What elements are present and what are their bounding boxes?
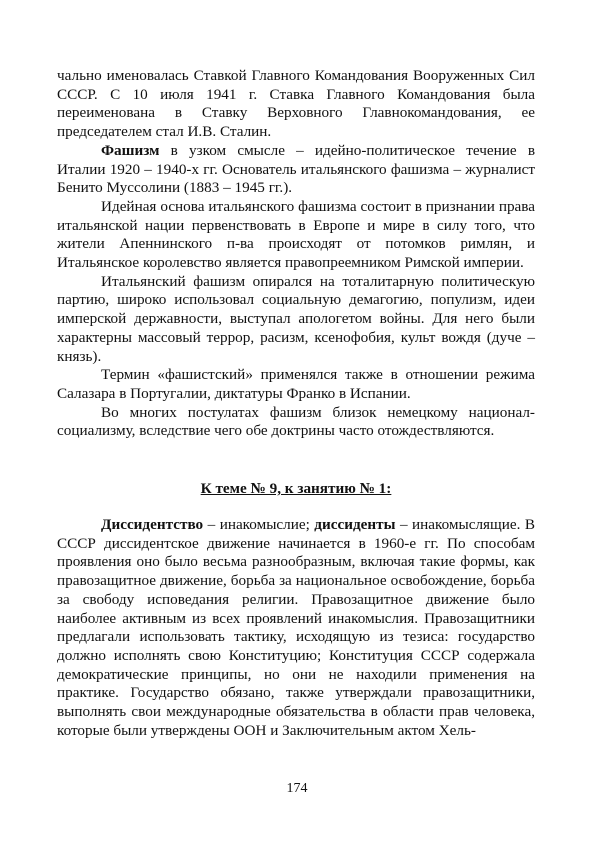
term-dissidents: диссиденты xyxy=(314,516,396,533)
fascism-definition-text: в узком смысле – идейно-политическое течение в Италии 1920 – 1940-х гг. Основатель итальянского фашизма – журналист Бенито Муссолини (1883 – 1945 гг.). xyxy=(57,141,535,197)
page-number: 174 xyxy=(286,781,308,796)
paragraph-dissidents xyxy=(57,516,535,740)
body-text-bottom xyxy=(57,516,535,740)
dissidents-description-text: – инакомыслящие. В СССР диссидентское движение начинается в 1960-е гг. По способам проявления оно было весьма разнообразным, включая такие формы, как правозащитное движение, борьба за национальное освобождение, борьба за свободу исповедания религии. Правозащитное движение было наиболее активным из всех проявлений инакомыслия. Правозащитники предлагали использовать тактику, исходящую из тезиса: государство должно исполнять свою Конституцию; Конституция СССР содержала демократические принципы, но они не находили применения на практике. Государство обязано, также утверждали правозащитники, выполнять свои международные обязательства в области прав человека, которые были утверждены ООН и Заключительным актом Хель- xyxy=(57,516,535,739)
section-heading: К теме № 9, к занятию № 1: xyxy=(200,480,392,497)
paragraph-term-usage: Термин «фашистский» применялся также в отношении режима Салазара в Португалии, диктатуры Франко в Испании. xyxy=(57,366,535,402)
paragraph-national-socialism: Во многих постулатах фашизм близок немецкому национал-социализму, вследствие чего обе доктрины часто отождествляются. xyxy=(57,403,535,440)
dissidence-definition-text: – инакомыслие; xyxy=(203,516,315,533)
paragraph-fascism-definition xyxy=(57,142,535,198)
body-text-top xyxy=(57,67,535,441)
paragraph-totalitarian-party: Итальянский фашизм опирался на тоталитарную политическую партию, широко использовал социальную демагогию, популизм, идеи имперской державности, выступал апологетом войны. Для него были характерны массовый террор, расизм, ксенофобия, культ вождя (дуче – князь). xyxy=(57,272,535,365)
term-dissidence: Диссидентство xyxy=(101,516,204,533)
paragraph-ideological-basis: Идейная основа итальянского фашизма состоит в признании права итальянской нации первенствовать в Европе и мире в силу того, что жители Апеннинского п-ва происходят от потомков римлян, и Итальянское королевство является правопреемником Римской империи. xyxy=(57,197,535,272)
paragraph-stavka-continued: чально именовалась Ставкой Главного Командования Вооруженных Сил СССР. С 10 июля 1941 г. Ставка Главного Командования была переименована в Ставку Верховного Главнокомандования, ее председателем стал И.В. Сталин. xyxy=(57,67,535,141)
term-fascism: Фашизм xyxy=(101,141,160,159)
